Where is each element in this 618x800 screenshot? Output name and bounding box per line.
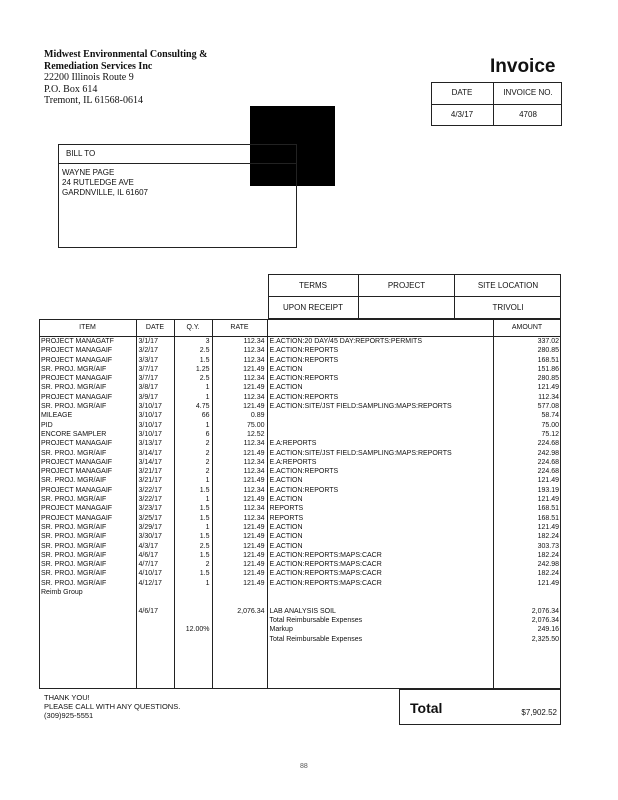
row-amount: 75.12 [493,430,561,439]
terms-value: UPON RECEIPT [282,303,343,312]
col-item: ITEM [39,319,136,337]
row-description [267,597,493,606]
row-date: 3/10/17 [136,402,174,411]
row-item: PROJECT MANAGAIF [41,468,113,476]
total-value: $7,902.52 [521,708,557,717]
table-row [39,439,561,448]
table-row [39,560,561,569]
row-qty: 1.5 [174,486,212,495]
bill-to-address [62,168,148,198]
row-date [136,625,174,634]
row-description: E.A:REPORTS [267,439,493,448]
row-amount: 168.51 [493,356,561,365]
row-qty: 2 [174,560,212,569]
row-description: E.ACTION [267,383,493,392]
table-row [39,402,561,411]
row-item: PROJECT MANAGAIF [41,347,113,355]
row-qty [174,616,212,625]
row-rate: 121.49 [212,551,267,560]
row-date: 3/29/17 [136,523,174,532]
row-qty: 1.5 [174,356,212,365]
col-amount: AMOUNT [493,319,561,337]
row-amount: 280.85 [493,346,561,355]
row-amount: 2,325.50 [493,635,561,644]
row-date: 3/21/17 [136,476,174,485]
terms-label: TERMS [299,281,327,290]
col-qty: Q.Y. [174,319,212,337]
row-item: SR. PROJ. MGR/AIF [41,365,107,373]
row-rate: 112.34 [212,439,267,448]
row-description [267,421,493,430]
invoice-number: 4708 [519,110,537,119]
row-rate: 112.34 [212,356,267,365]
row-date: 3/7/17 [136,365,174,374]
row-rate: 121.49 [212,560,267,569]
row-rate: 121.49 [212,402,267,411]
row-amount: 280.85 [493,374,561,383]
row-item [39,597,136,606]
row-rate: 2,076.34 [212,607,267,616]
row-amount: 121.49 [493,579,561,588]
row-description: Total Reimbursable Expenses [267,635,493,644]
table-row [39,495,561,504]
row-description: REPORTS [267,504,493,513]
row-amount: 242.98 [493,560,561,569]
row-rate: 121.49 [212,365,267,374]
table-row [39,635,561,644]
row-item: SR. PROJ. MGR/AIF [41,570,107,578]
row-amount: 182.24 [493,569,561,578]
row-amount: 249.16 [493,625,561,634]
table-row [39,551,561,560]
row-item: SR. PROJ. MGR/AIF [41,403,107,411]
row-date: 3/2/17 [136,346,174,355]
row-rate: 112.34 [212,337,267,347]
row-item [39,625,136,634]
company-name-line1: Midwest Environmental Consulting & [44,49,208,60]
row-qty: 1 [174,495,212,504]
row-rate: 121.49 [212,579,267,588]
row-item: SR. PROJ. MGR/AIF [41,384,107,392]
row-rate: 121.49 [212,542,267,551]
table-row [39,421,561,430]
total-label: Total [410,700,443,716]
row-date: 3/23/17 [136,504,174,513]
row-rate [212,616,267,625]
footer-note [44,693,180,720]
row-qty: 2 [174,439,212,448]
row-amount: 577.08 [493,402,561,411]
row-date [136,597,174,606]
row-rate: 121.49 [212,495,267,504]
row-date [136,588,174,597]
row-rate: 121.49 [212,532,267,541]
row-rate: 112.34 [212,458,267,467]
row-amount: 224.68 [493,467,561,476]
table-row [39,532,561,541]
row-description: E.ACTION [267,523,493,532]
site-location-label: SITE LOCATION [477,281,539,290]
row-date: 4/10/17 [136,569,174,578]
row-qty [174,588,212,597]
row-description: E.ACTION [267,495,493,504]
row-rate: 75.00 [212,421,267,430]
row-item: SR. PROJ. MGR/AIF [41,551,107,559]
row-description: E.ACTION [267,542,493,551]
table-row [39,356,561,365]
row-rate: 112.34 [212,467,267,476]
row-item: PROJECT MANAGATF [41,338,114,345]
row-qty [174,597,212,606]
company-block [44,49,207,107]
row-qty: 1 [174,421,212,430]
row-rate: 121.49 [212,383,267,392]
row-description: E.ACTION:REPORTS [267,393,493,402]
row-date: 3/7/17 [136,374,174,383]
row-description: E.ACTION:REPORTS:MAPS:CACR [267,569,493,578]
row-description: REPORTS [267,514,493,523]
table-row [39,504,561,513]
row-rate [212,588,267,597]
row-rate: 121.49 [212,523,267,532]
row-qty: 1 [174,523,212,532]
row-qty: 2 [174,467,212,476]
row-amount: 121.49 [493,523,561,532]
row-rate: 112.34 [212,393,267,402]
row-qty: 2.5 [174,346,212,355]
row-rate [212,597,267,606]
row-qty: 1 [174,579,212,588]
row-amount: 2,076.34 [493,607,561,616]
row-description: E.ACTION [267,532,493,541]
row-description: E.ACTION:20 DAY/45 DAY:REPORTS:PERMITS [267,337,493,347]
row-date: 3/3/17 [136,356,174,365]
row-amount: 168.51 [493,514,561,523]
row-item: SR. PROJ. MGR/AIF [41,533,107,541]
table-row [39,616,561,625]
table-row [39,523,561,532]
items-table [39,319,561,644]
row-description: LAB ANALYSIS SOIL [267,607,493,616]
company-address2: P.O. Box 614 [44,83,98,95]
row-amount: 224.68 [493,458,561,467]
row-amount: 168.51 [493,504,561,513]
row-description: E.ACTION:REPORTS [267,374,493,383]
row-date: 3/8/17 [136,383,174,392]
row-description: E.ACTION:REPORTS:MAPS:CACR [267,560,493,569]
table-row [39,579,561,588]
row-qty: 1 [174,393,212,402]
row-date: 4/6/17 [136,551,174,560]
table-row [39,374,561,383]
bill-to-label: BILL TO [66,149,96,158]
row-amount: 337.02 [493,337,561,347]
bill-to-city: GARDNVILLE, IL 61607 [62,188,148,197]
invoice-date: 4/3/17 [450,110,474,119]
row-qty: 2 [174,458,212,467]
row-rate [212,635,267,644]
row-amount: 193.19 [493,486,561,495]
row-qty [174,635,212,644]
row-item: SR. PROJ. MGR/AIF [41,542,107,550]
row-item: PROJECT MANAGAIF [41,514,113,522]
table-row [39,569,561,578]
row-description: Markup [267,625,493,634]
table-row [39,430,561,439]
row-date [136,635,174,644]
row-amount: 58.74 [493,411,561,420]
invoice-number-label: INVOICE NO. [503,88,553,97]
row-rate: 112.34 [212,504,267,513]
page-mark: 88 [300,763,308,770]
row-date: 3/14/17 [136,458,174,467]
table-row [39,476,561,485]
row-item: SR. PROJ. MGR/AIF [41,579,107,587]
row-description: E.ACTION:REPORTS [267,346,493,355]
row-rate [212,625,267,634]
row-item: SR. PROJ. MGR/AIF [41,523,107,531]
row-qty: 1 [174,476,212,485]
row-item: PROJECT MANAGAIF [41,393,113,401]
row-date [136,616,174,625]
row-description [267,588,493,597]
footer-phone: (309)925-5551 [44,711,94,720]
items-header-row [39,319,561,337]
table-row [39,346,561,355]
row-date: 3/9/17 [136,393,174,402]
row-date: 3/10/17 [136,421,174,430]
table-row [39,458,561,467]
table-row [39,588,561,597]
row-rate: 121.49 [212,476,267,485]
row-rate: 121.49 [212,449,267,458]
row-date: 3/22/17 [136,486,174,495]
row-description: E.ACTION [267,365,493,374]
table-row [39,365,561,374]
row-item: PROJECT MANAGAIF [41,375,113,383]
table-row [39,467,561,476]
row-qty: 1.5 [174,569,212,578]
footer-call: PLEASE CALL WITH ANY QUESTIONS. [44,702,181,711]
row-description: E.ACTION:REPORTS:MAPS:CACR [267,551,493,560]
row-amount: 2,076.34 [493,616,561,625]
table-row [39,449,561,458]
row-qty: 2.5 [174,542,212,551]
row-item: PROJECT MANAGAIF [41,356,113,364]
footer-thanks: THANK YOU! [44,693,90,702]
row-date: 3/25/17 [136,514,174,523]
table-row [39,597,561,606]
row-amount [493,588,561,597]
row-item [39,616,136,625]
row-qty: 1 [174,383,212,392]
row-item [39,607,136,616]
row-item: PID [41,421,53,429]
row-date: 3/21/17 [136,467,174,476]
col-rate: RATE [212,319,267,337]
row-date: 4/12/17 [136,579,174,588]
row-item: SR. PROJ. MGR/AIF [41,477,107,485]
company-address1: 22200 Illinois Route 9 [44,72,134,83]
row-description: E.ACTION:REPORTS [267,486,493,495]
row-item: ENCORE SAMPLER [41,430,107,438]
row-qty: 3 [174,337,212,347]
row-description [267,430,493,439]
row-item: PROJECT MANAGAIF [41,486,113,494]
row-date: 4/7/17 [136,560,174,569]
company-city: Tremont, IL 61568-0614 [44,95,143,106]
row-description: E.ACTION:SITE/JST FIELD:SAMPLING:MAPS:REPORTS [267,449,493,458]
row-qty: 12.00% [174,625,212,634]
row-amount: 121.49 [493,476,561,485]
row-rate: 112.34 [212,514,267,523]
row-amount: 151.86 [493,365,561,374]
row-amount: 112.34 [493,393,561,402]
row-qty: 4.75 [174,402,212,411]
row-date: 3/10/17 [136,430,174,439]
row-date: 3/30/17 [136,532,174,541]
row-amount: 182.24 [493,532,561,541]
row-qty: 1.25 [174,365,212,374]
row-date: 3/22/17 [136,495,174,504]
row-item: SR. PROJ. MGR/AIF [41,496,107,504]
row-item: SR. PROJ. MGR/AIF [41,561,107,569]
table-row [39,383,561,392]
table-row [39,607,561,616]
row-date: 4/3/17 [136,542,174,551]
table-row [39,486,561,495]
row-amount: 224.68 [493,439,561,448]
row-date: 3/13/17 [136,439,174,448]
row-qty: 1.5 [174,514,212,523]
row-qty: 1.5 [174,532,212,541]
row-item: Reimb Group [41,589,83,597]
invoice-title: Invoice [490,56,556,77]
table-row [39,542,561,551]
row-qty: 1.5 [174,504,212,513]
row-amount: 75.00 [493,421,561,430]
row-amount: 242.98 [493,449,561,458]
row-description: E.ACTION:REPORTS [267,356,493,365]
row-description [267,411,493,420]
row-item: SR. PROJ. MGR/AIF [41,449,107,457]
row-amount: 121.49 [493,495,561,504]
table-row [39,411,561,420]
row-rate: 112.34 [212,346,267,355]
row-date: 3/1/17 [136,337,174,347]
row-amount [493,597,561,606]
row-date: 4/6/17 [136,607,174,616]
row-date: 3/14/17 [136,449,174,458]
row-rate: 121.49 [212,569,267,578]
row-amount: 182.24 [493,551,561,560]
row-date: 3/10/17 [136,411,174,420]
row-qty: 1.5 [174,551,212,560]
row-rate: 112.34 [212,486,267,495]
row-amount: 121.49 [493,383,561,392]
row-item: PROJECT MANAGAIF [41,505,113,513]
row-qty: 2 [174,449,212,458]
project-label: PROJECT [387,281,426,290]
date-label: DATE [451,88,473,97]
row-item: MILEAGE [41,412,73,420]
row-qty: 66 [174,411,212,420]
row-description: E.ACTION:REPORTS [267,467,493,476]
col-description [267,319,493,337]
row-item: PROJECT MANAGAIF [41,458,113,466]
bill-to-street: 24 RUTLEDGE AVE [62,178,134,187]
table-row [39,625,561,634]
table-row [39,514,561,523]
row-description: E.ACTION [267,476,493,485]
row-description: E.ACTION:SITE/JST FIELD:SAMPLING:MAPS:REPORTS [267,402,493,411]
table-row [39,337,561,347]
row-amount: 303.73 [493,542,561,551]
row-rate: 0.89 [212,411,267,420]
row-qty: 6 [174,430,212,439]
table-row [39,393,561,402]
row-rate: 12.52 [212,430,267,439]
col-date: DATE [136,319,174,337]
row-qty: 2.5 [174,374,212,383]
row-item [39,635,136,644]
company-name-line2: Remediation Services Inc [44,60,153,72]
row-rate: 112.34 [212,374,267,383]
bill-to-name: WAYNE PAGE [62,168,115,177]
row-qty [174,607,212,616]
site-location-value: TRIVOLI [492,303,524,312]
row-description: E.ACTION:REPORTS:MAPS:CACR [267,579,493,588]
row-item: PROJECT MANAGAIF [41,440,113,448]
row-description: Total Reimbursable Expenses [267,616,493,625]
row-description: E.A:REPORTS [267,458,493,467]
